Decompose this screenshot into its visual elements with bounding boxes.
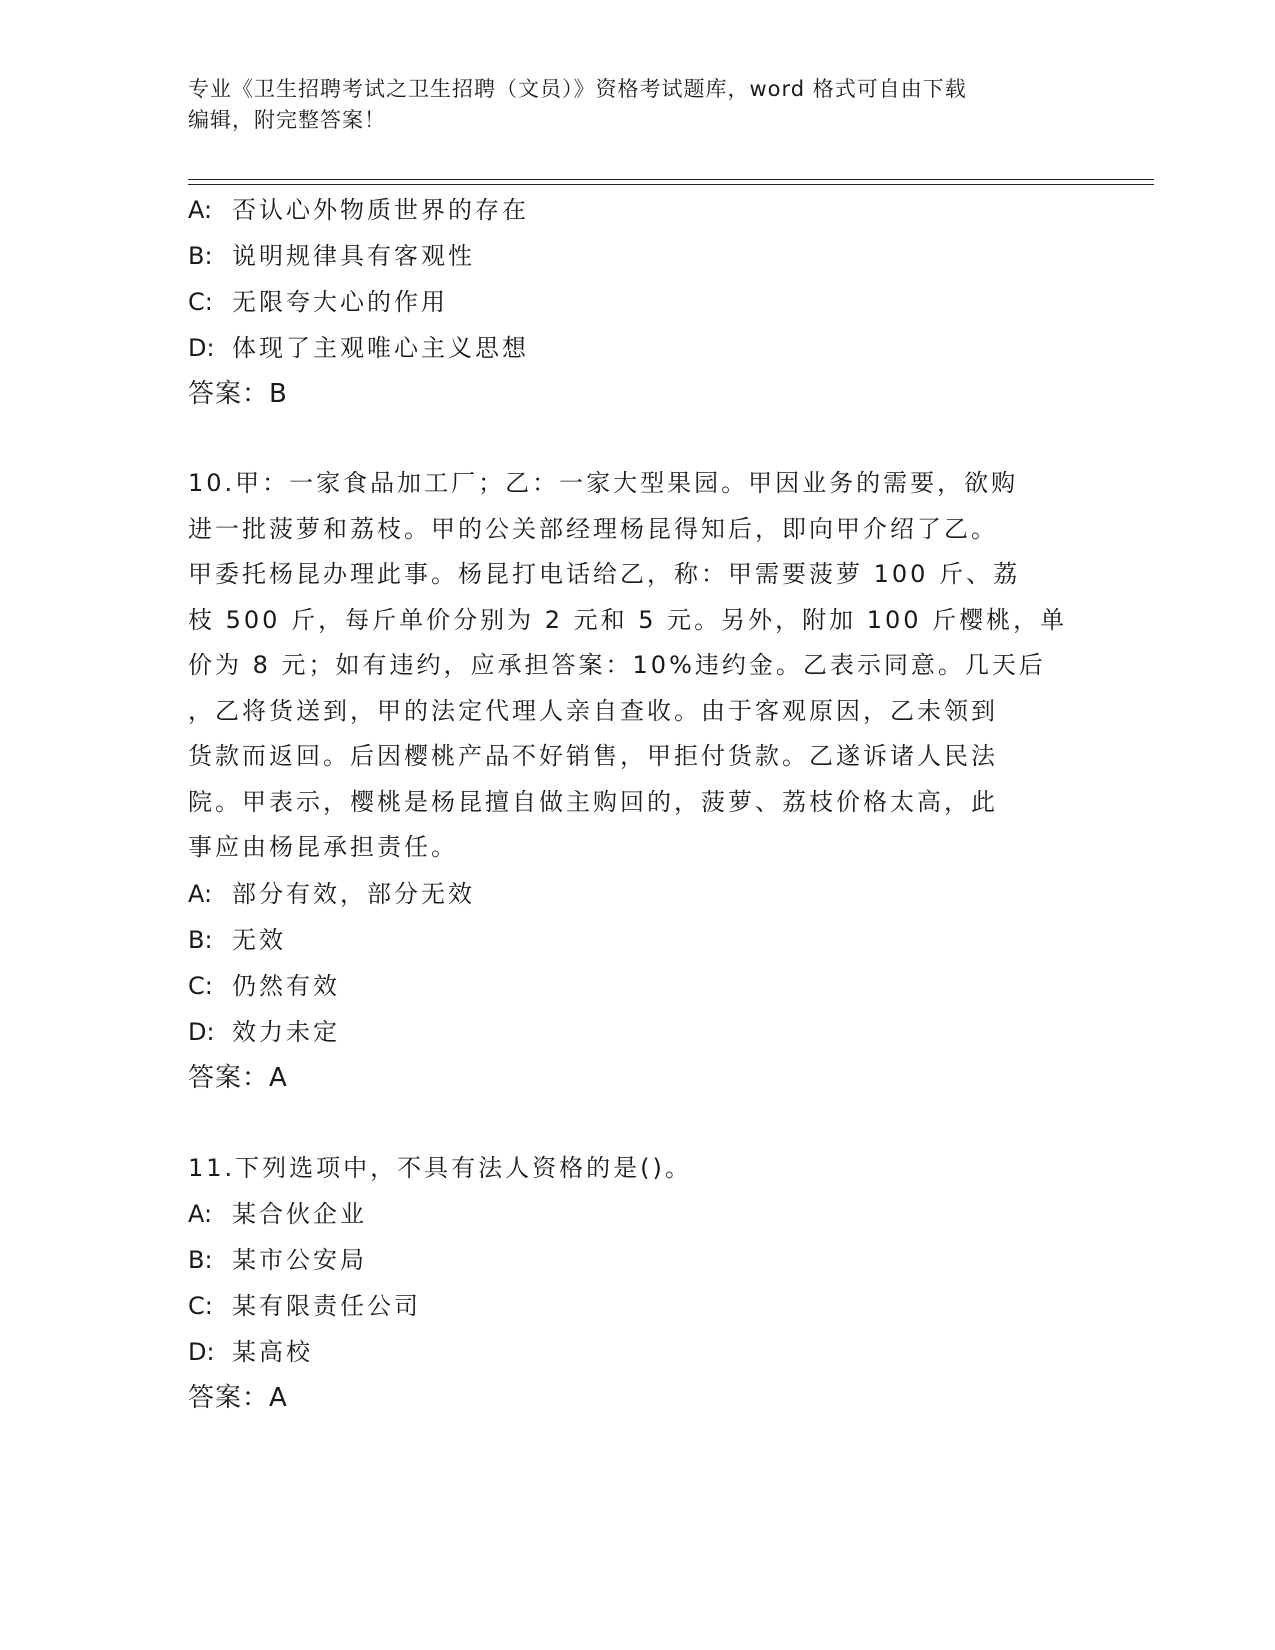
option-b: B: 说明规律具有客观性	[188, 242, 475, 270]
question-content	[188, 187, 1088, 1421]
stem-line: 枝 500 斤，每斤单价分别为 2 元和 5 元。另外，附加 100 斤樱桃，单	[188, 605, 1068, 634]
option-a: A: 部分有效，部分无效	[188, 879, 475, 908]
stem-line: 进一批菠萝和荔枝。甲的公关部经理杨昆得知后，即向甲介绍了乙。	[188, 514, 998, 543]
question-stem	[188, 461, 1068, 871]
question-9	[188, 187, 1088, 417]
spacer	[188, 417, 1088, 461]
option-c: C: 某有限责任公司	[188, 1291, 421, 1320]
stem-line: ，乙将货送到，甲的法定代理人亲自查收。由于客观原因，乙未领到	[188, 696, 998, 725]
option-d: D: 效力未定	[188, 1017, 340, 1046]
option-c: C: 无限夸大心的作用	[188, 288, 448, 316]
answer-line: 答案：A	[188, 1382, 288, 1413]
question-stem: 11.下列选项中，不具有法人资格的是()。	[188, 1153, 692, 1182]
option-a: A: 某合伙企业	[188, 1199, 367, 1228]
document-header	[188, 74, 1088, 136]
stem-line: 价为 8 元；如有违约，应承担答案：10%违约金。乙表示同意。几天后	[188, 651, 1046, 679]
answer-line: 答案：A	[188, 1062, 288, 1093]
header-divider-top	[188, 179, 1154, 180]
stem-line: 事应由杨昆承担责任。	[188, 833, 458, 861]
option-d: D: 某高校	[188, 1337, 313, 1366]
option-d: D: 体现了主观唯心主义思想	[188, 334, 529, 362]
option-b: B: 某市公安局	[188, 1245, 367, 1274]
header-divider-bottom	[188, 184, 1154, 185]
option-c: C: 仍然有效	[188, 971, 340, 1000]
spacer	[188, 1101, 1088, 1145]
question-10	[188, 461, 1088, 1101]
option-a: A: 否认心外物质世界的存在	[188, 196, 529, 224]
stem-line: 甲委托杨昆办理此事。杨昆打电话给乙，称：甲需要菠萝 100 斤、荔	[188, 560, 1021, 588]
header-line-1: 专业《卫生招聘考试之卫生招聘（文员）》资格考试题库，word 格式可自由下载	[188, 77, 967, 101]
question-11	[188, 1145, 1088, 1421]
stem-line: 10.甲：一家食品加工厂；乙：一家大型果园。甲因业务的需要，欲购	[188, 469, 1019, 497]
option-b: B: 无效	[188, 925, 286, 954]
stem-line: 院。甲表示，樱桃是杨昆擅自做主购回的，菠萝、荔枝价格太高，此	[188, 787, 998, 816]
answer-line: 答案：B	[188, 379, 288, 409]
stem-line: 货款而返回。后因樱桃产品不好销售，甲拒付货款。乙遂诉诸人民法	[188, 742, 998, 770]
header-line-2: 编辑，附完整答案！	[188, 108, 386, 132]
